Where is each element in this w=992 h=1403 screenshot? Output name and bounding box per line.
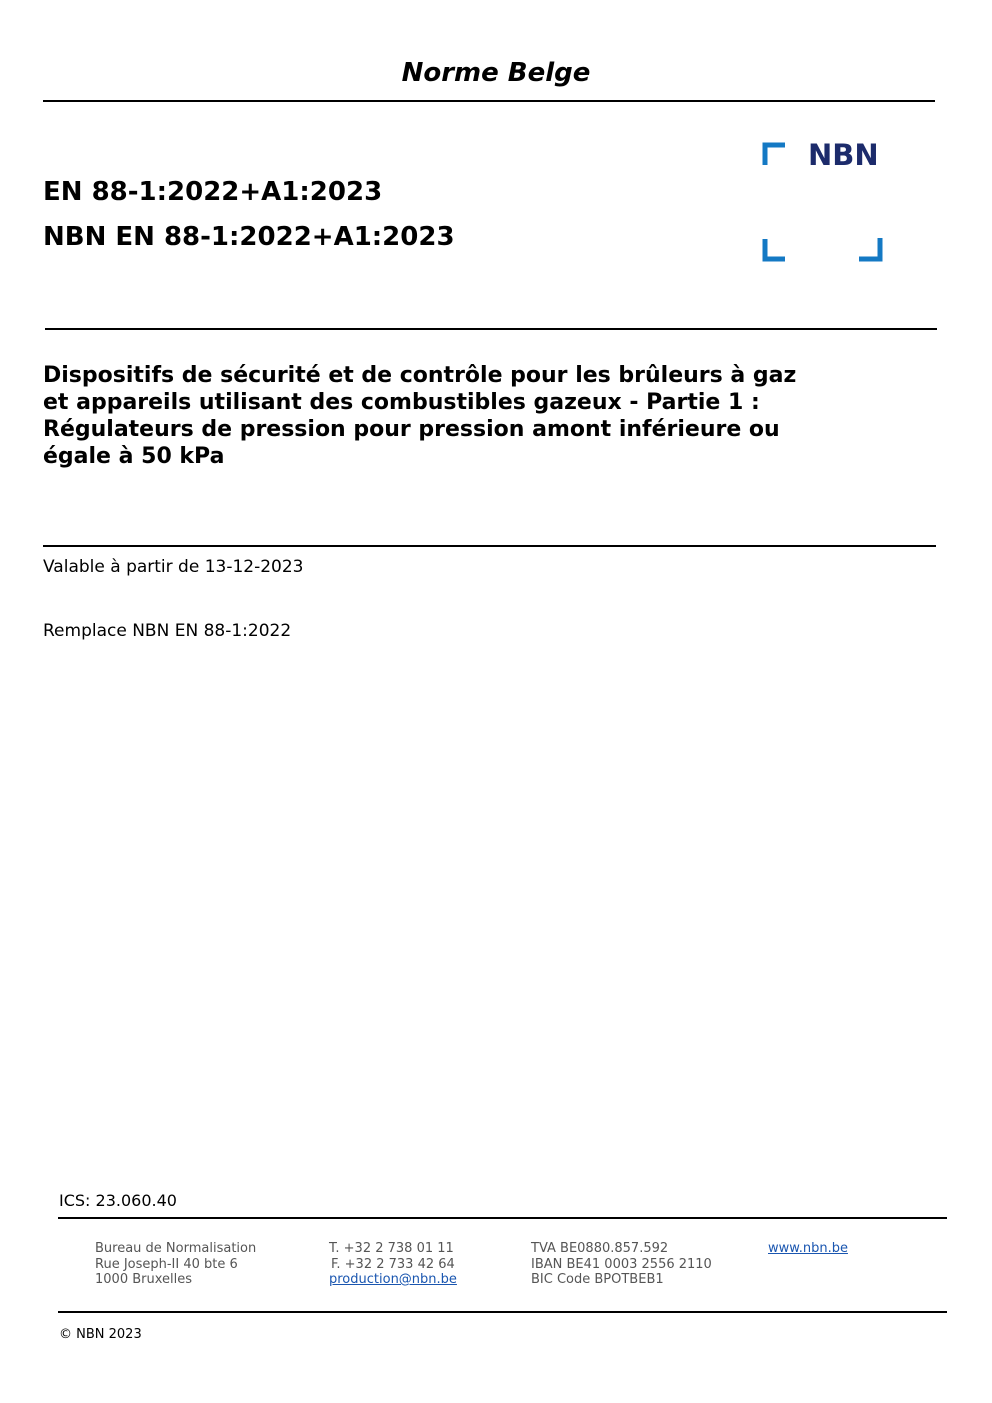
title-line: égale à 50 kPa [43,444,225,469]
nbn-logo [762,140,886,264]
iban-number: IBAN BE41 0003 2556 2110 [531,1256,712,1272]
website-link[interactable]: www.nbn.be [768,1241,848,1256]
fax-number: F. +32 2 733 42 64 [331,1256,455,1272]
document-type-heading: Norme Belge [401,58,591,88]
address-line: 1000 Bruxelles [95,1272,193,1287]
logo-bracket-bottom-left [765,239,785,259]
copyright-notice: © NBN 2023 [59,1327,142,1342]
logo-bracket-top-left [765,145,785,165]
codes-divider [45,328,937,330]
footer-top-divider [58,1217,947,1219]
phone-number: T. +32 2 738 01 11 [329,1241,454,1256]
logo-bracket-bottom-right [859,238,880,259]
bic-code: BIC Code BPOTBEB1 [531,1272,664,1287]
title-line: Dispositifs de sécurité et de contrôle pour les brûleurs à gaz [43,363,797,388]
valid-from-text: Valable à partir de 13-12-2023 [43,557,304,577]
title-line: Régulateurs de pression pour pression amont inférieure ou [43,417,780,442]
replaces-text: Remplace NBN EN 88-1:2022 [43,621,292,641]
header-divider [43,100,935,102]
title-line: et appareils utilisant des combustibles gazeux - Partie 1 : [43,390,760,415]
footer-website [768,1241,848,1257]
standard-title [43,362,883,470]
nbn-logo-graphic [762,140,886,264]
ics-code: ICS: 23.060.40 [59,1191,177,1210]
email-link[interactable]: production@nbn.be [329,1272,457,1287]
address-line: Rue Joseph-II 40 bte 6 [95,1256,238,1272]
standard-code-nbn: NBN EN 88-1:2022+A1:2023 [43,222,455,252]
title-divider [43,545,936,547]
footer-bottom-divider [58,1311,947,1313]
logo-wordmark: NBN [808,140,879,172]
footer-contact [329,1241,457,1288]
footer-banking [531,1241,712,1288]
vat-number: TVA BE0880.857.592 [531,1241,669,1256]
footer-address [95,1241,256,1288]
standard-code-en: EN 88-1:2022+A1:2023 [43,177,383,207]
address-line: Bureau de Normalisation [95,1241,257,1256]
